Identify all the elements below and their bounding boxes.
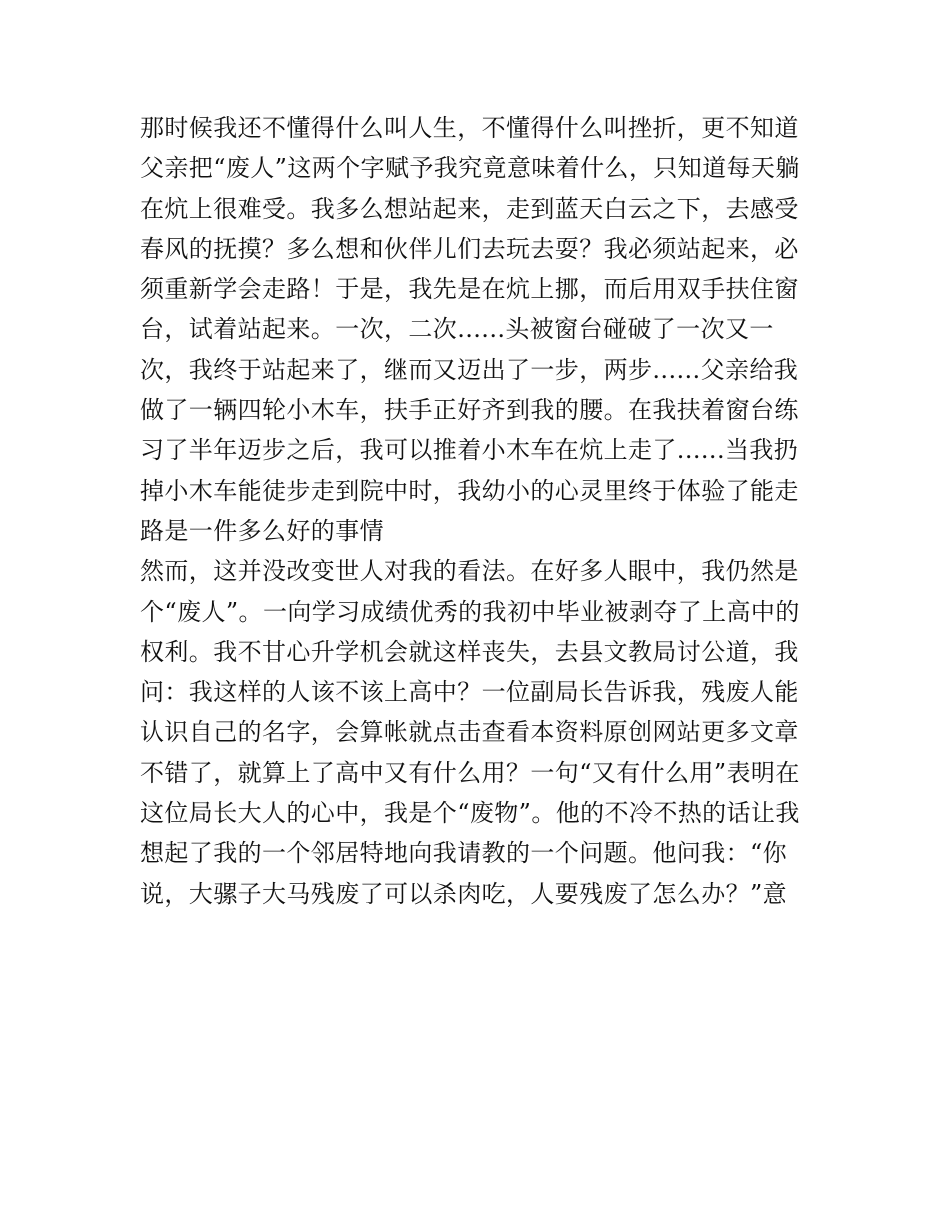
text-line: 春风的抚摸？多么想和伙伴儿们去玩去耍？我必须站起来，必 <box>140 234 799 263</box>
text-line: 在炕上很难受。我多么想站起来，走到蓝天白云之下，去感受 <box>140 194 799 223</box>
text-line: 想起了我的一个邻居特地向我请教的一个问题。他问我：“你 <box>140 839 788 868</box>
text-line: 这位局长大人的心中，我是个“废物”。他的不冷不热的话让我 <box>140 799 800 828</box>
text-line: 那时候我还不懂得什么叫人生，不懂得什么叫挫折，更不知道 <box>140 114 799 142</box>
text-line: 路是一件多么好的事情 <box>140 516 384 545</box>
text-line: 说，大骡子大马残废了可以杀肉吃，人要残废了怎么办？”意 <box>140 879 788 908</box>
text-line: 须重新学会走路！于是，我先是在炕上挪，而后用双手扶住窗 <box>140 275 799 304</box>
text-line: 习了半年迈步之后，我可以推着小木车在炕上走了......当我扔 <box>140 436 799 465</box>
text-line: 认识自己的名字，会算帐就点击查看本资料原创网站更多文章 <box>140 718 799 747</box>
text-line: 掉小木车能徒步走到院中时，我幼小的心灵里终于体验了能走 <box>140 476 799 505</box>
text-line: 个“废人”。一向学习成绩优秀的我初中毕业被剥夺了上高中的 <box>140 597 800 626</box>
text-line: 做了一辆四轮小木车，扶手正好齐到我的腰。在我扶着窗台练 <box>140 396 799 425</box>
text-line: 次，我终于站起来了，继而又迈出了一步，两步......父亲给我 <box>140 355 799 384</box>
text-line: 权利。我不甘心升学机会就这样丧失，去县文教局讨公道，我 <box>140 637 799 666</box>
text-line: 父亲把“废人”这两个字赋予我究竟意味着什么，只知道每天躺 <box>140 154 800 183</box>
text-line: 不错了，就算上了高中又有什么用？一句“又有什么用”表明在 <box>140 758 800 787</box>
text-line: 然而，这并没改变世人对我的看法。在好多人眼中，我仍然是 <box>140 557 799 586</box>
text-line: 问：我这样的人该不该上高中？一位副局长告诉我，残废人能 <box>140 678 799 707</box>
body-text <box>140 108 830 914</box>
text-line: 台，试着站起来。一次，二次......头被窗台碰破了一次又一 <box>140 315 774 344</box>
